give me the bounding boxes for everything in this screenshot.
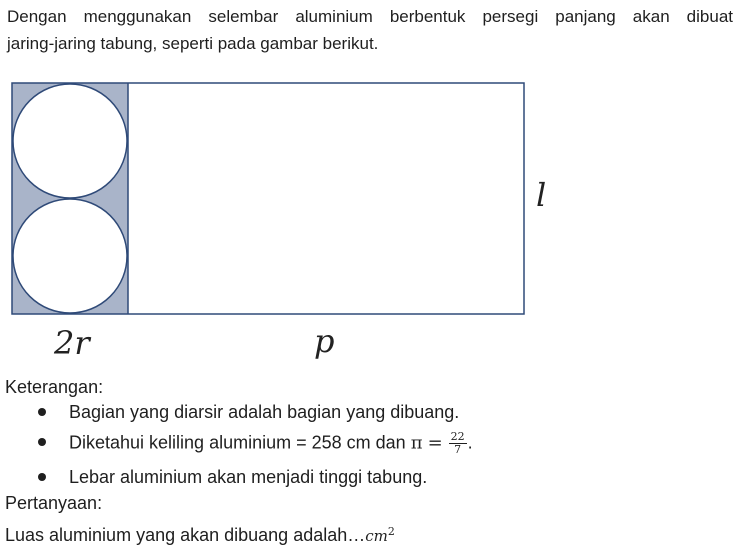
question-text <box>5 524 395 549</box>
unit-label <box>365 527 395 545</box>
bullet-icon <box>38 408 46 416</box>
pi-numerator: 22 <box>450 430 465 443</box>
unit-cm: cm <box>365 527 388 545</box>
label-l: l <box>536 176 547 214</box>
intro-line-1: Dengan menggunakan selembar aluminium berbentuk persegi panjang akan dibuat <box>7 7 733 26</box>
note-1: Bagian yang diarsir adalah bagian yang dibuang. <box>69 402 460 422</box>
bullet-icon <box>38 438 46 446</box>
unit-power: 2 <box>387 525 395 538</box>
question-body: Luas aluminium yang akan dibuang adalah… <box>5 525 366 545</box>
label-p: p <box>314 322 335 360</box>
note-2: Diketahui keliling aluminium = 258 cm dan <box>69 432 406 453</box>
keterangan-title: Keterangan: <box>5 377 104 397</box>
bottom-circle <box>13 199 127 313</box>
top-circle <box>13 84 127 198</box>
bullet-icon <box>38 473 46 481</box>
equals-sign: = <box>427 432 443 454</box>
pi-fraction <box>449 431 467 456</box>
pi-denominator: 7 <box>454 443 462 456</box>
intro-line-2: jaring-jaring tabung, seperti pada gambar berikut. <box>7 34 379 53</box>
note-3: Lebar aluminium akan menjadi tinggi tabung. <box>69 467 428 487</box>
label-2r: 2r <box>54 324 90 362</box>
pi-period: . <box>467 432 473 453</box>
pertanyaan-title: Pertanyaan: <box>5 493 103 513</box>
pi-symbol: π <box>410 432 423 454</box>
